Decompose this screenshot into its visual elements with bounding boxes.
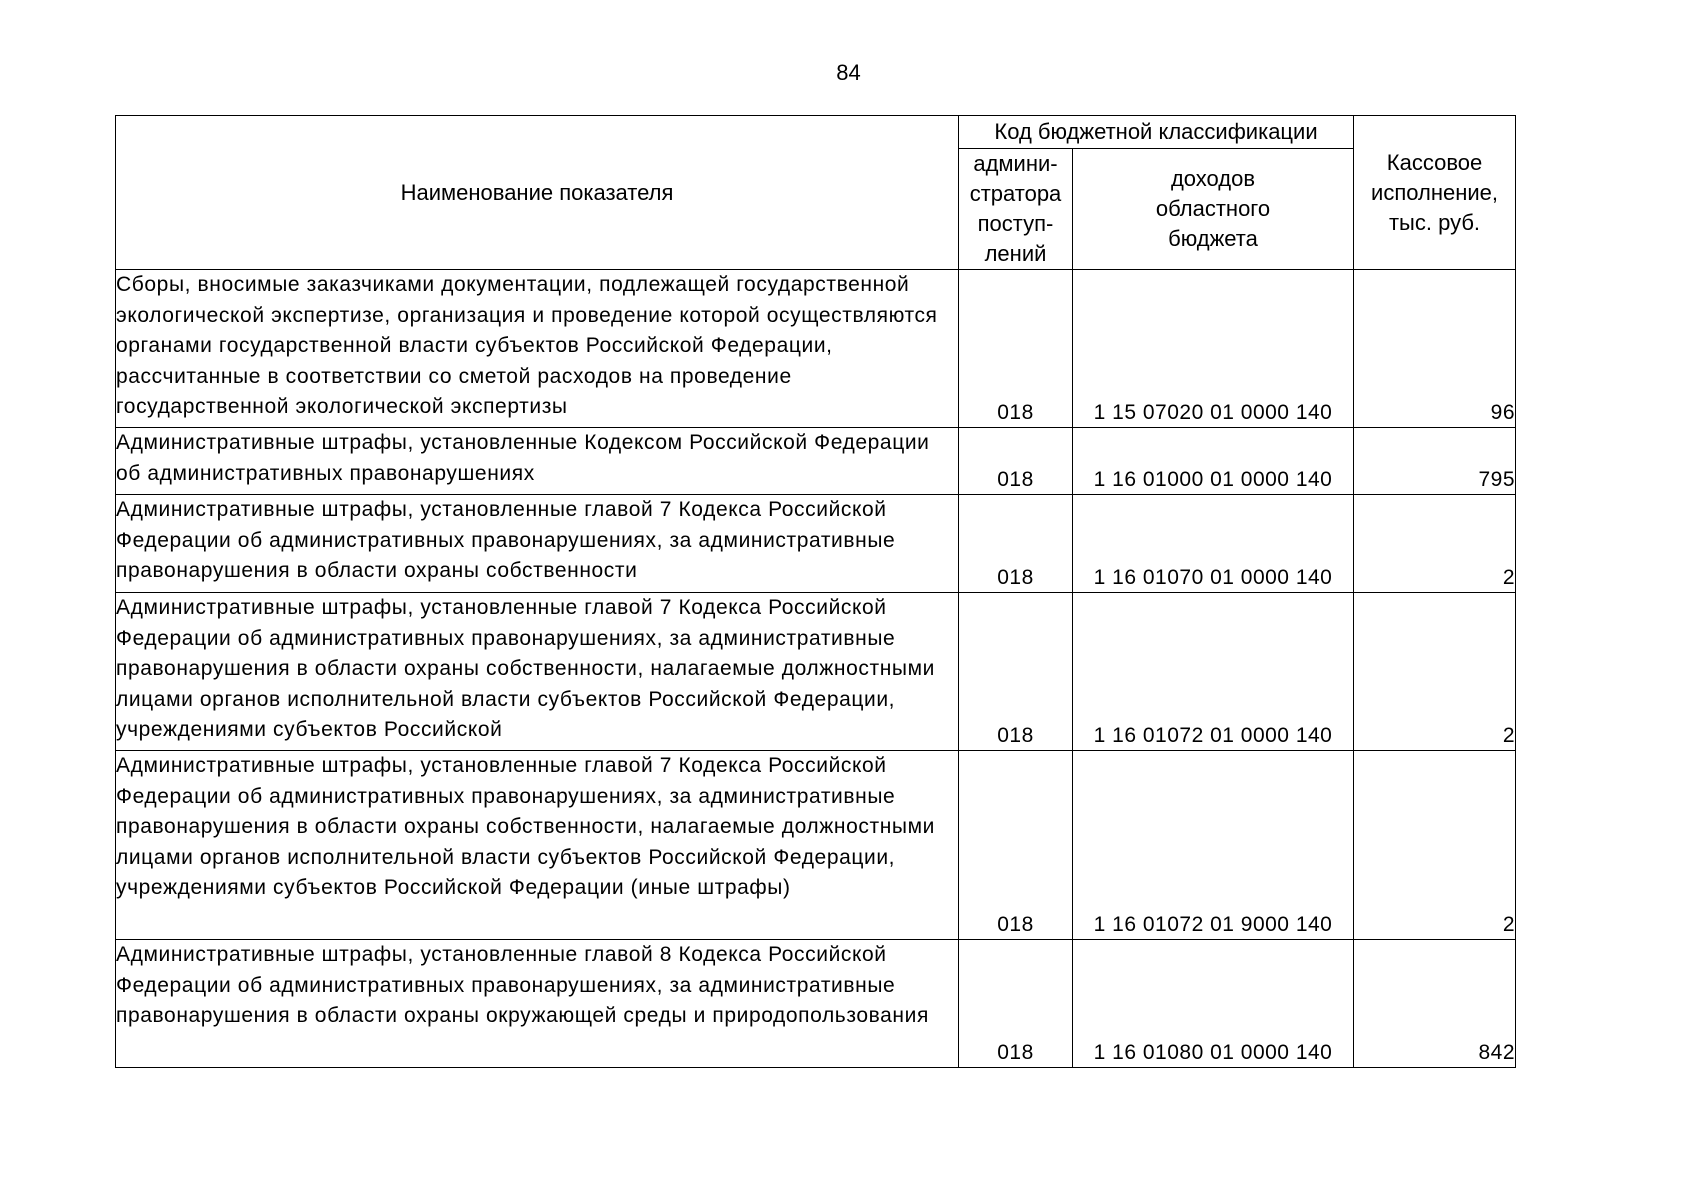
- header-code: [1073, 149, 1354, 270]
- row-admin-code: 018: [959, 751, 1073, 940]
- budget-table: [115, 115, 1516, 1068]
- row-admin-code: 018: [959, 270, 1073, 428]
- row-admin-code: 018: [959, 495, 1073, 593]
- row-amount: 795: [1354, 428, 1516, 495]
- row-amount: 2: [1354, 751, 1516, 940]
- row-amount: 2: [1354, 495, 1516, 593]
- header-admin-text: админи- стратора поступ- лений: [969, 151, 1062, 266]
- table-row: [116, 270, 1516, 428]
- table-header: [116, 116, 1516, 270]
- header-amount: [1354, 116, 1516, 270]
- row-budget-code: 1 16 01070 01 0000 140: [1073, 495, 1354, 593]
- row-name: Административные штрафы, установленные главой 7 Кодекса Российской Федерации об административных правонарушениях, за административные правонарушения в области охраны собственности, налагаемые должностными лицами органов исполнительной власти субъектов Российской Федерации, учреждениями субъектов Российской: [116, 593, 959, 751]
- row-amount: 842: [1354, 940, 1516, 1068]
- row-budget-code: 1 16 01072 01 0000 140: [1073, 593, 1354, 751]
- row-admin-code: 018: [959, 593, 1073, 751]
- table-row: [116, 751, 1516, 940]
- header-code-text: доходов областного бюджета: [1155, 166, 1271, 251]
- table-row: [116, 428, 1516, 495]
- row-amount: 96: [1354, 270, 1516, 428]
- row-name: Административные штрафы, установленные главой 7 Кодекса Российской Федерации об административных правонарушениях, за административные правонарушения в области охраны собственности: [116, 495, 959, 593]
- row-budget-code: 1 15 07020 01 0000 140: [1073, 270, 1354, 428]
- header-admin: [959, 149, 1073, 270]
- page-number: 84: [836, 60, 861, 85]
- row-name: Административные штрафы, установленные Кодексом Российской Федерации об административных правонарушениях: [116, 428, 959, 495]
- row-admin-code: 018: [959, 940, 1073, 1068]
- row-budget-code: 1 16 01000 01 0000 140: [1073, 428, 1354, 495]
- header-name: Наименование показателя: [116, 116, 959, 270]
- row-amount: 2: [1354, 593, 1516, 751]
- row-budget-code: 1 16 01080 01 0000 140: [1073, 940, 1354, 1068]
- table-body: [116, 270, 1516, 1068]
- row-name: Административные штрафы, установленные главой 8 Кодекса Российской Федерации об административных правонарушениях, за административные правонарушения в области охраны окружающей среды и природопользования: [116, 940, 959, 1068]
- row-admin-code: 018: [959, 428, 1073, 495]
- row-budget-code: 1 16 01072 01 9000 140: [1073, 751, 1354, 940]
- header-code-group: Код бюджетной классификации: [959, 116, 1354, 149]
- row-name: Сборы, вносимые заказчиками документации, подлежащей государственной экологической экспертизе, организация и проведение которой осуществляются органами государственной власти субъектов Российской Федерации, рассчитанные в соответствии со сметой расходов на проведение государственной экологической экспертизы: [116, 270, 959, 428]
- table-row: [116, 593, 1516, 751]
- header-amount-text: Кассовое исполнение, тыс. руб.: [1371, 149, 1498, 235]
- table-row: [116, 940, 1516, 1068]
- row-name: Административные штрафы, установленные главой 7 Кодекса Российской Федерации об административных правонарушениях, за административные правонарушения в области охраны собственности, налагаемые должностными лицами органов исполнительной власти субъектов Российской Федерации, учреждениями субъектов Российской Федерации (иные штрафы): [116, 751, 959, 940]
- table-row: [116, 495, 1516, 593]
